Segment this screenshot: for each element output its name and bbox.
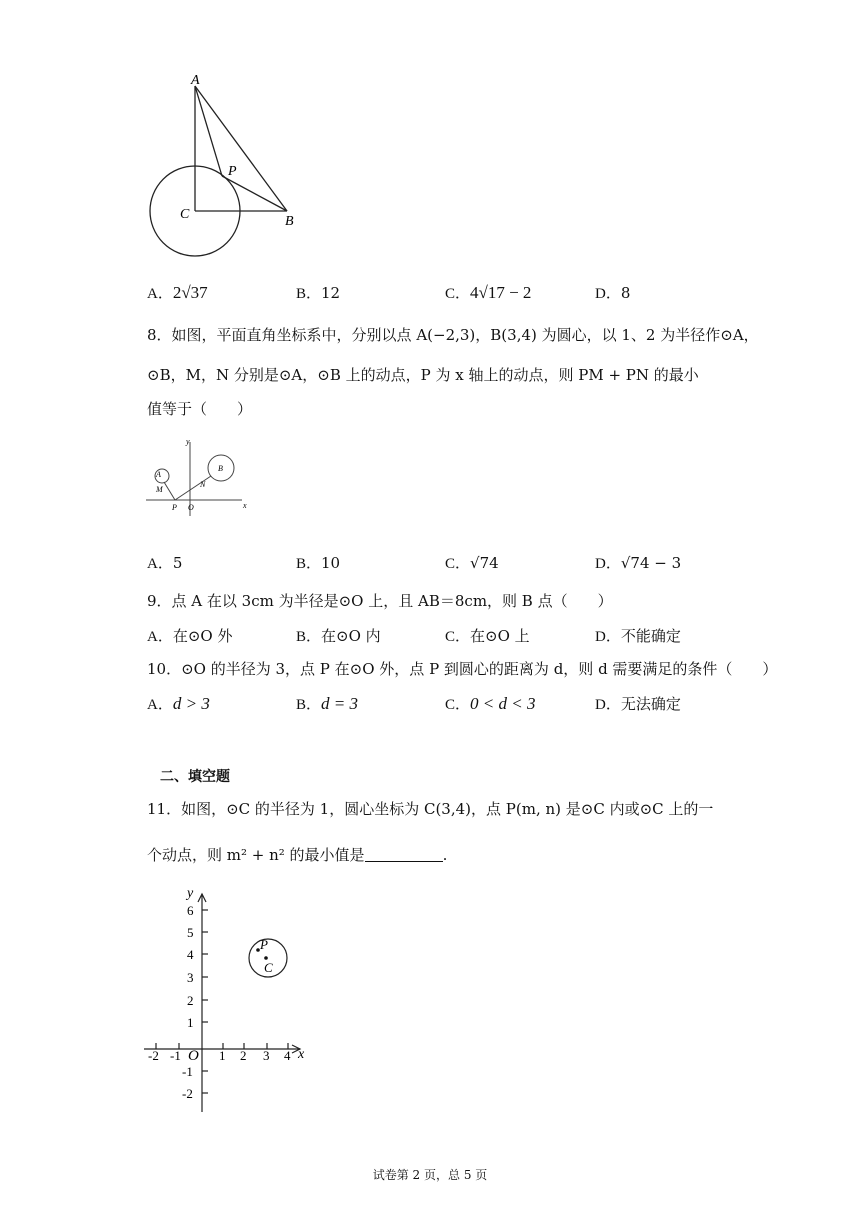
label-m: M — [156, 485, 163, 494]
answer-blank[interactable] — [365, 847, 443, 862]
q10-option-d: D．无法确定 — [595, 695, 681, 713]
q7-option-b: B．12 — [296, 284, 341, 302]
label-o: O — [188, 503, 194, 512]
label-p: P — [172, 503, 177, 512]
y-tick-label: 1 — [187, 1015, 194, 1030]
y-tick-label: 5 — [187, 925, 194, 940]
y-tick-label: -2 — [182, 1086, 193, 1101]
q7-option-d: D．8 — [595, 284, 631, 302]
q9-option-b: B．在⊙O 内 — [296, 627, 381, 645]
label-a: A — [191, 73, 200, 88]
q11-stem-line2-text: 个动点，则 m² + n² 的最小值是 — [147, 846, 365, 864]
q7-figure — [140, 72, 310, 262]
segment-ap — [195, 86, 222, 176]
section-title: 二、填空题 — [160, 769, 230, 785]
label-p: P — [228, 164, 237, 179]
q10-option-a: A．d > 3 — [147, 694, 210, 713]
label-x: x — [243, 501, 247, 510]
q8-stem-line3: 值等于（ ） — [147, 400, 253, 418]
q10-option-b: B．d = 3 — [296, 694, 358, 713]
segment-pn — [175, 476, 211, 500]
q11-stem-line1: 11．如图，⊙C 的半径为 1，圆心坐标为 C(3,4)，点 P(m, n) 是⊙C 内或⊙C 上的一 — [147, 800, 714, 818]
label-b: B — [285, 214, 294, 229]
q8-option-b: B．10 — [296, 554, 341, 572]
q8-stem-line1: 8．如图，平面直角坐标系中，分别以点 A(−2,3)，B(3,4) 为圆心，以 1、2 为半径作⊙A， — [147, 326, 759, 344]
page-footer: 试卷第 2 页，总 5 页 — [372, 1168, 488, 1182]
y-tick-label: 3 — [187, 970, 194, 985]
q8-option-c: C．√74 — [445, 554, 499, 572]
x-tick-label: -1 — [170, 1048, 181, 1063]
q8-stem-line2: ⊙B，M，N 分别是⊙A，⊙B 上的动点，P 为 x 轴上的动点，则 PM + PN 的最小 — [147, 366, 699, 384]
label-y: y — [187, 886, 194, 901]
q11-period: . — [442, 846, 448, 864]
label-x: x — [298, 1047, 305, 1062]
segment-pb — [222, 176, 287, 211]
segment-pm — [164, 482, 175, 500]
segment-ab — [195, 86, 287, 211]
y-tick-label: 4 — [187, 947, 194, 962]
q11-stem-line2 — [147, 845, 447, 865]
x-tick-label: 2 — [240, 1048, 247, 1063]
q9-stem: 9．点 A 在以 3cm 为半径是⊙O 上，且 AB＝8cm，则 B 点（ ） — [147, 592, 613, 610]
y-tick-label: 2 — [187, 993, 194, 1008]
label-a: A — [156, 470, 161, 479]
q9-option-c: C．在⊙O 上 — [445, 627, 530, 645]
q9-option-d: D．不能确定 — [595, 627, 681, 645]
q8-option-d: D．√74 − 3 — [595, 554, 682, 572]
q8-figure — [142, 436, 252, 518]
q8-option-a: A．5 — [147, 554, 183, 572]
label-c: C — [264, 960, 273, 975]
label-p: P — [260, 937, 268, 952]
x-tick-label: 1 — [219, 1048, 226, 1063]
q7-option-a: A．2√37 — [147, 283, 208, 302]
label-b: B — [218, 464, 223, 473]
q11-figure — [140, 880, 320, 1115]
y-tick-label: -1 — [182, 1064, 193, 1079]
x-tick-label: -2 — [148, 1048, 159, 1063]
label-origin: O — [188, 1048, 199, 1064]
x-tick-label: 4 — [284, 1048, 291, 1063]
x-tick-label: 3 — [263, 1048, 270, 1063]
q7-option-c: C．4√17 − 2 — [445, 283, 532, 302]
y-tick-label: 6 — [187, 903, 194, 918]
q9-option-a: A．在⊙O 外 — [147, 627, 233, 645]
label-n: N — [200, 480, 206, 489]
q10-stem: 10．⊙O 的半径为 3，点 P 在⊙O 外，点 P 到圆心的距离为 d，则 d 需要满足的条件（ ） — [147, 660, 778, 678]
q10-option-c: C．0 < d < 3 — [445, 694, 536, 713]
label-c: C — [180, 207, 190, 222]
label-y: y — [186, 437, 190, 446]
